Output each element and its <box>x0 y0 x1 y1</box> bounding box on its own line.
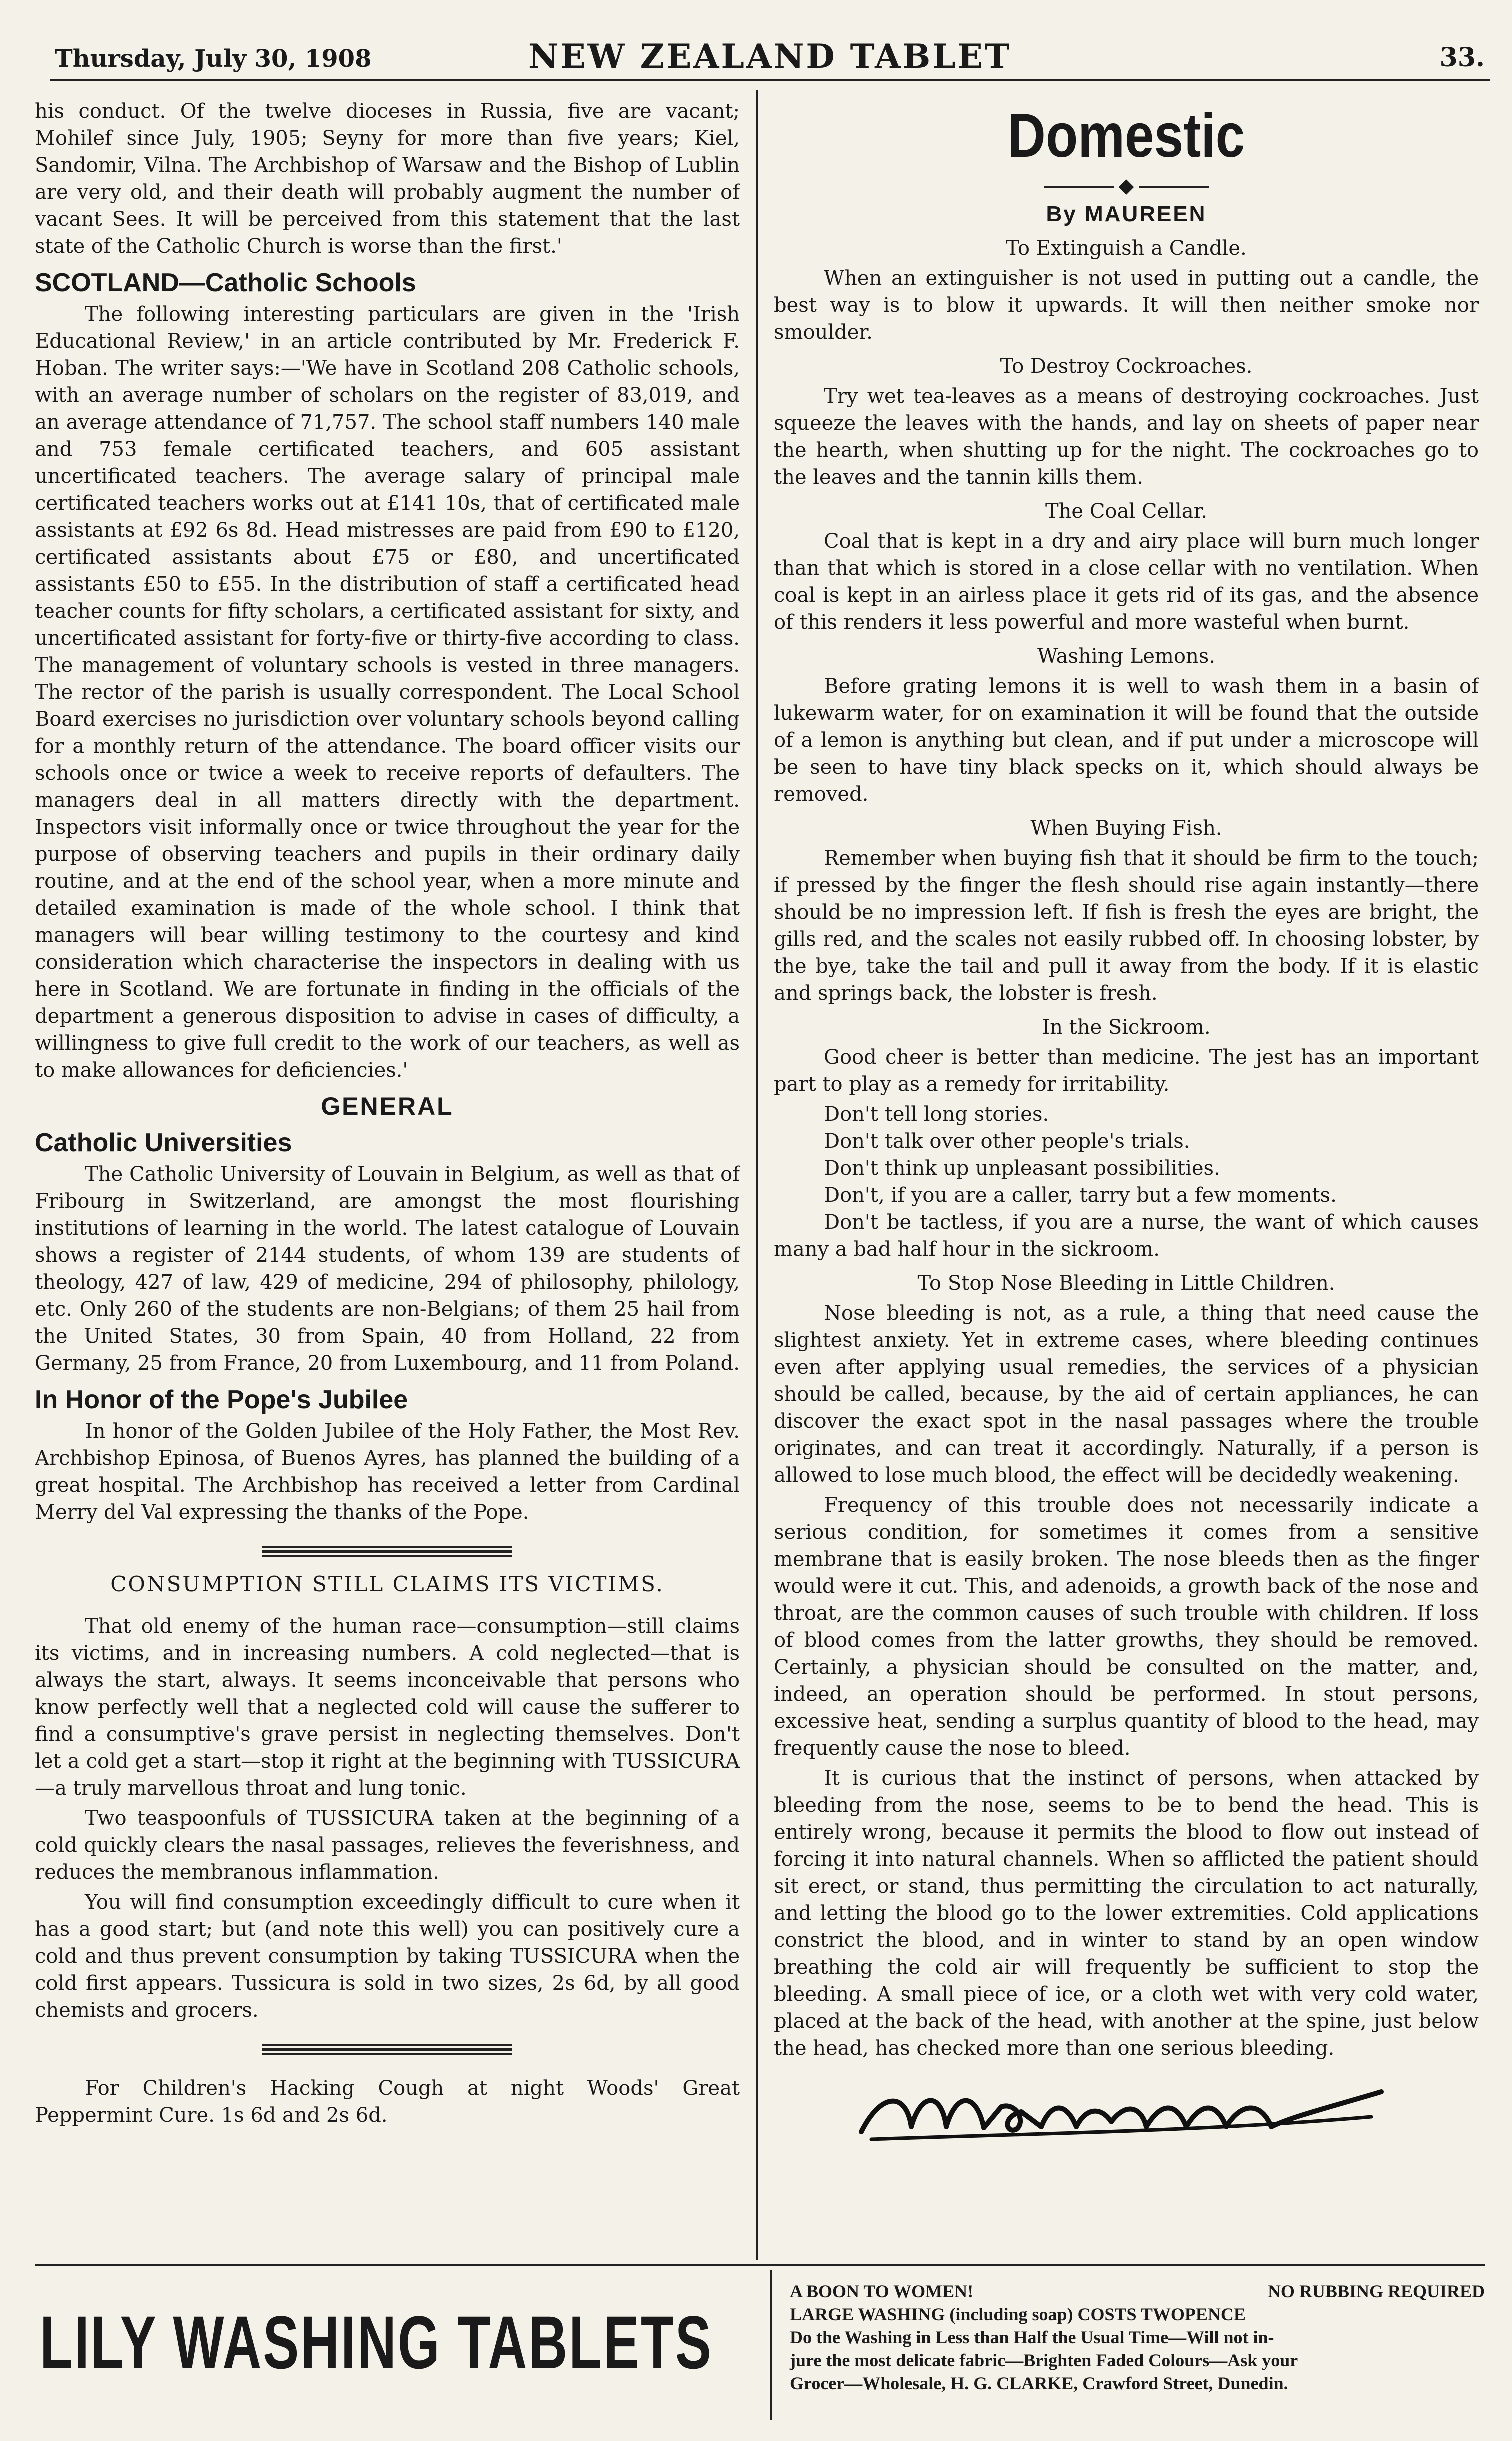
jubilee-heading: In Honor of the Pope's Jubilee <box>35 1386 408 1414</box>
sickroom-paragraph: Good cheer is better than medicine. The jest has an important part to play as a remedy for irritability. <box>774 1046 1479 1096</box>
sickroom-title: In the Sickroom. <box>1042 1016 1211 1039</box>
ad-divider <box>262 2044 512 2055</box>
jubilee-paragraph: In honor of the Golden Jubilee of the Holy Father, the Most Rev. Archbishop Epinosa, of Buenos Ayres, has planned the building of a great hospital. The Archbishop has received a letter from Cardinal Merry del Val expressing the thanks of the Pope. <box>35 1420 740 1524</box>
lily-washing-headline: LILY WASHING TABLETS <box>40 2300 713 2384</box>
scotland-heading: SCOTLAND—Catholic Schools <box>35 268 416 298</box>
nose-paragraph-1: Nose bleeding is not, as a rule, a thing that need cause the slightest anxiety. Yet in extreme cases, where bleeding continues even after applying usual remedies, the services of a physician should be called, because, by the aid of certain appliances, he can discover the exact spot in the nasal passages where the trouble originates, and can treat it accordingly. Naturally, if a person is allowed to lose much blood, the effect will be decidedly weakening. <box>774 1302 1479 1487</box>
consumption-title: CONSUMPTION STILL CLAIMS ITS VICTIMS. <box>110 1572 664 1596</box>
domestic-title: Domestic <box>1008 102 1246 170</box>
ad-line-2: LARGE WASHING (including soap) COSTS TWOPENCE <box>790 2304 1246 2324</box>
nose-title: To Stop Nose Bleeding in Little Children. <box>918 1272 1336 1295</box>
nose-paragraph-3: It is curious that the instinct of persons, when attacked by bleeding from the nose, seems to be to bend the head. This is entirely wrong, because it permits the blood to flow out instead of forcing it into natural channels. When so afflicted the patient should sit erect, or stand, thus permitting the circulation to act naturally, and letting the blood go to the lower extremities. Cold applications constrict the blood, and in winter to stand by an open window breathing the cold air will frequently be sufficient to stop the bleeding. A small piece of ice, or a cloth wet with very cold water, placed at the back of the head, with another at the spine, just below the head, has checked more than one serious bleeding. <box>774 1767 1479 2060</box>
sickroom-item: Don't tell long stories. <box>824 1103 1050 1126</box>
ad-line-3: Do the Washing in Less than Half the Usual Time—Will not in- <box>790 2328 1274 2348</box>
byline: By MAUREEN <box>1046 202 1207 226</box>
sickroom-item: Don't, if you are a caller, tarry but a few moments. <box>824 1184 1337 1207</box>
candle-title: To Extinguish a Candle. <box>1006 237 1247 260</box>
lemons-title: Washing Lemons. <box>1038 645 1216 668</box>
ad-divider-vertical <box>770 2270 772 2420</box>
signature-graphic <box>852 2072 1402 2147</box>
section-divider <box>262 1546 512 1557</box>
page-header <box>50 31 1490 82</box>
right-column <box>774 98 1479 2248</box>
sickroom-item: Don't think up unpleasant possibilities. <box>824 1157 1220 1180</box>
sickroom-item: Don't talk over other people's trials. <box>824 1130 1190 1153</box>
lily-ad-text <box>790 2280 1485 2395</box>
cellar-title: The Coal Cellar. <box>1045 500 1208 523</box>
diamond-rule <box>774 176 1479 196</box>
page-number: 33. <box>1440 42 1485 73</box>
cockroach-paragraph: Try wet tea-leaves as a means of destroying cockroaches. Just squeeze the leaves with the hands, and lay on sheets of paper near the hearth, when shutting up for the night. The cockroaches go to the leaves and the tannin kills them. <box>774 385 1479 489</box>
ad-line-5: Grocer—Wholesale, H. G. CLARKE, Crawford Street, Dunedin. <box>790 2374 1288 2394</box>
candle-paragraph: When an extinguisher is not used in putting out a candle, the best way is to blow it upwards. It will then neither smoke nor smoulder. <box>774 267 1479 344</box>
masthead-title: NEW ZEALAND TABLET <box>528 37 1012 76</box>
lemons-paragraph: Before grating lemons it is well to wash them in a basin of lukewarm water, for on examination it will be found that the outside of a lemon is anything but clean, and if put under a microscope will be seen to have tiny black specks on it, which should always be removed. <box>774 675 1479 806</box>
ad-line-4: jure the most delicate fabric—Brighten Faded Colours—Ask your <box>790 2350 1298 2370</box>
woods-ad: For Children's Hacking Cough at night Woods' Great Peppermint Cure. 1s 6d and 2s 6d. <box>35 2077 740 2127</box>
header-date: Thursday, July 30, 1908 <box>55 45 372 73</box>
general-heading: GENERAL <box>321 1092 454 1120</box>
signature <box>774 2072 1479 2152</box>
left-column <box>35 98 740 2258</box>
fish-title: When Buying Fish. <box>1030 817 1222 840</box>
nose-paragraph-2: Frequency of this trouble does not necessarily indicate a serious condition, for sometimes it comes from a sensitive membrane that is easily broken. The nose bleeds then as the finger would were it cut. This, and adenoids, a growth back of the nose and throat, are the common causes of such trouble with children. If loss of blood comes from the latter growths, they should be removed. Certainly, a physician should be consulted on the matter, and, indeed, an operation should be performed. In stout persons, excessive heat, sending a surplus quantity of blood to the head, may frequently cause the nose to bleed. <box>774 1494 1479 1760</box>
universities-heading: Catholic Universities <box>35 1128 292 1158</box>
intro-paragraph: his conduct. Of the twelve dioceses in Russia, five are vacant; Mohilef since July, 1905; Seyny for more than five years; Kiel, Sandomir, Vilna. The Archbishop of Warsaw and the Bishop of Lublin are very old, and their death will probably augment the number of vacant Sees. It will be perceived from this statement that the last state of the Catholic Church is worse than the first.' <box>35 100 740 258</box>
sickroom-last: Don't be tactless, if you are a nurse, the want of which causes many a bad half hour in the sickroom. <box>774 1211 1479 1261</box>
consumption-paragraph-1: That old enemy of the human race—consumption—still claims its victims, and in increasing numbers. A cold neglected—that is always the start, always. It seems inconceivable that persons who know perfectly well that a neglected cold will cause the sufferer to find a consumptive's grave persist in neglecting themselves. Don't let a cold get a start—stop it right at the beginning with TUSSICURA—a truly marvellous throat and lung tonic. <box>35 1615 740 1800</box>
ad-line-1-left: A BOON TO WOMEN! <box>790 2282 974 2302</box>
consumption-paragraph-2: Two teaspoonfuls of TUSSICURA taken at the beginning of a cold quickly clears the nasal passages, relieves the feverishness, and reduces the membranous inflammation. <box>35 1807 740 1884</box>
cellar-paragraph: Coal that is kept in a dry and airy place will burn much longer than that which is stored in a close cellar with no ventilation. When coal is kept in an airless place it gets rid of its gas, and the absence of this renders it less powerful and more wasteful when burnt. <box>774 530 1479 634</box>
ad-line-1-right: NO RUBBING REQUIRED <box>1268 2282 1485 2302</box>
scotland-paragraph: The following interesting particulars are given in the 'Irish Educational Review,' in an article contributed by Mr. Frederick F. Hoban. The writer says:—'We have in Scotland 208 Catholic schools, with an average number of scholars on the register of 83,019, and an average attendance of 71,757. The school staff numbers 140 male and 753 female certificated teachers, and 605 assistant uncertificated teachers. The average salary of principal male certificated teachers works out at £141 10s, that of certificated male assistants at £92 6s 8d. Head mistresses are paid from £90 to £120, certificated assistants about £75 or £80, and uncertificated assistants £50 to £55. In the distribution of staff a certificated head teacher counts for fifty scholars, a certificated assistant for sixty, and uncertificated assistant for forty-five or thirty-five according to class. The management of voluntary schools is vested in three managers. The rector of the parish is usually correspondent. The Local School Board exercises no jurisdiction over voluntary schools beyond calling for a monthly return of the attendance. The board officer visits our schools once or twice a week to receive reports of defaulters. The managers deal in all matters directly with the department. Inspectors visit informally once or twice throughout the year for the purpose of observing teachers and pupils in their ordinary daily routine, and at the end of the school year, when a more minute and detailed examination is made of the whole school. I think that managers will bear willing testimony to the courtesy and kind consideration which characterise the inspectors in dealing with us here in Scotland. We are fortunate in finding in the officials of the department a generous disposition to advise in cases of difficulty, a willingness to give full credit to the work of our teachers, as well as to make allowances for deficiencies.' <box>35 303 740 1082</box>
universities-paragraph: The Catholic University of Louvain in Belgium, as well as that of Fribourg in Switzerland, are amongst the most flourishing institutions of learning in the world. The latest catalogue of Louvain shows a register of 2144 students, of whom 139 are students of theology, 427 of law, 429 of medicine, 294 of philosophy, philology, etc. Only 260 of the students are non-Belgians; of them 25 hail from the United States, 30 from Spain, 40 from Holland, 22 from Germany, 25 from France, 20 from Luxembourg, and 11 from Poland. <box>35 1163 740 1375</box>
footer-rule <box>35 2264 1485 2266</box>
cockroach-title: To Destroy Cockroaches. <box>1000 355 1253 378</box>
column-divider <box>756 90 758 2260</box>
diamond-icon: ◆ <box>1118 174 1134 198</box>
consumption-paragraph-3: You will find consumption exceedingly difficult to cure when it has a good start; but (and note this well) you can positively cure a cold and thus prevent consumption by taking TUSSICURA when the cold first appears. Tussicura is sold in two sizes, 2s 6d, by all good chemists and grocers. <box>35 1891 740 2022</box>
fish-paragraph: Remember when buying fish that it should be firm to the touch; if pressed by the finger the flesh should rise again instantly—there should be no impression left. If fish is fresh the eyes are bright, the gills red, and the scales not easily rubbed off. In choosing lobster, by the bye, take the tail and pull it away from the body. If it is elastic and springs back, the lobster is fresh. <box>774 847 1479 1005</box>
